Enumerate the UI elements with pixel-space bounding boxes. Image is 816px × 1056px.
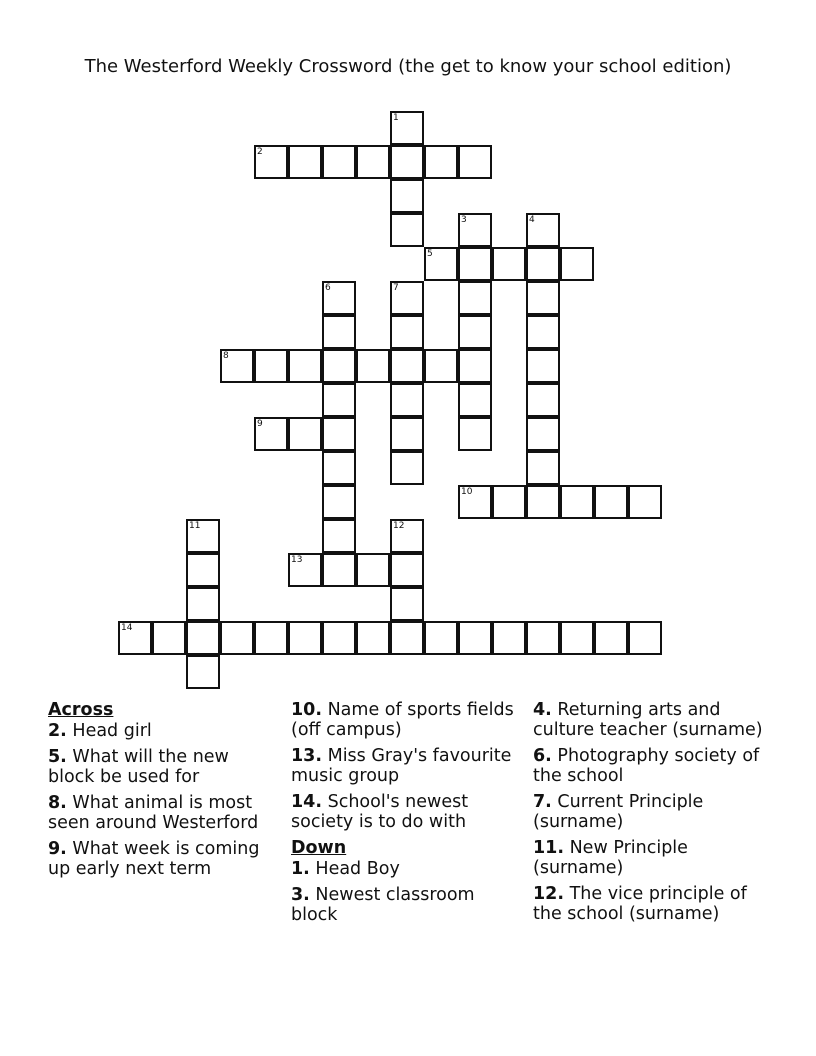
cell-number: 12: [393, 521, 405, 531]
clue-text: New Principle (surname): [533, 838, 688, 878]
grid-cell[interactable]: [594, 621, 628, 655]
cell-number: 13: [291, 555, 303, 565]
grid-cell[interactable]: [526, 315, 560, 349]
clue-item: [291, 859, 516, 879]
grid-cell[interactable]: [390, 587, 424, 621]
grid-cell[interactable]: [390, 349, 424, 383]
clue-item: [533, 700, 773, 740]
grid-cell[interactable]: [322, 383, 356, 417]
clue-column-2: [291, 700, 516, 931]
grid-cell[interactable]: [458, 213, 492, 247]
grid-cell[interactable]: [560, 247, 594, 281]
grid-cell[interactable]: [322, 315, 356, 349]
grid-cell[interactable]: [356, 145, 390, 179]
cell-number: 2: [257, 147, 263, 157]
clue-item: [291, 792, 516, 832]
grid-cell[interactable]: [288, 621, 322, 655]
grid-cell[interactable]: [254, 417, 288, 451]
cell-number: 14: [121, 623, 133, 633]
grid-cell[interactable]: [186, 621, 220, 655]
grid-cell[interactable]: [186, 553, 220, 587]
grid-cell[interactable]: [390, 621, 424, 655]
grid-cell[interactable]: [288, 145, 322, 179]
grid-cell[interactable]: [288, 553, 322, 587]
clue-text: What animal is most seen around Westerford: [48, 793, 259, 833]
clue-item: [48, 721, 273, 741]
grid-cell[interactable]: [526, 417, 560, 451]
grid-cell[interactable]: [594, 485, 628, 519]
cell-number: 4: [529, 215, 535, 225]
grid-cell[interactable]: [390, 179, 424, 213]
grid-cell[interactable]: [424, 621, 458, 655]
grid-cell[interactable]: [628, 485, 662, 519]
clue-text: School's newest society is to do with: [291, 792, 469, 832]
grid-cell[interactable]: [458, 417, 492, 451]
clue-text: Name of sports fields (off campus): [291, 700, 514, 740]
clue-item: [291, 700, 516, 740]
grid-cell[interactable]: [118, 621, 152, 655]
clue-text: Head Boy: [315, 859, 400, 879]
grid-cell[interactable]: [458, 485, 492, 519]
grid-cell[interactable]: [526, 383, 560, 417]
clue-text: Photography society of the school: [533, 746, 760, 786]
grid-cell[interactable]: [424, 145, 458, 179]
clue-number: 10.: [291, 700, 323, 720]
clue-number: 9.: [48, 839, 67, 859]
grid-cell[interactable]: [322, 621, 356, 655]
grid-cell[interactable]: [390, 281, 424, 315]
grid-cell[interactable]: [254, 349, 288, 383]
clues-section: [0, 700, 816, 1000]
grid-cell[interactable]: [458, 145, 492, 179]
cell-number: 1: [393, 113, 399, 123]
grid-cell[interactable]: [322, 145, 356, 179]
cell-number: 5: [427, 249, 433, 259]
grid-cell[interactable]: [186, 587, 220, 621]
grid-cell[interactable]: [390, 383, 424, 417]
grid-cell[interactable]: [526, 621, 560, 655]
grid-cell[interactable]: [526, 451, 560, 485]
grid-cell[interactable]: [390, 553, 424, 587]
clue-item: [48, 793, 273, 833]
grid-cell[interactable]: [492, 247, 526, 281]
grid-cell[interactable]: [424, 247, 458, 281]
grid-cell[interactable]: [390, 315, 424, 349]
grid-cell[interactable]: [492, 485, 526, 519]
grid-cell[interactable]: [390, 111, 424, 145]
cell-number: 10: [461, 487, 473, 497]
grid-cell[interactable]: [390, 213, 424, 247]
grid-cell[interactable]: [458, 621, 492, 655]
grid-cell[interactable]: [492, 621, 526, 655]
cell-number: 9: [257, 419, 263, 429]
grid-cell[interactable]: [254, 145, 288, 179]
clue-number: 2.: [48, 721, 67, 741]
grid-cell[interactable]: [390, 417, 424, 451]
clue-number: 1.: [291, 859, 310, 879]
down-header: Down: [291, 838, 347, 858]
page-title: The Westerford Weekly Crossword (the get to know your school edition): [84, 56, 732, 77]
clue-number: 14.: [291, 792, 323, 812]
grid-cell[interactable]: [152, 621, 186, 655]
grid-cell[interactable]: [322, 519, 356, 553]
grid-cell[interactable]: [322, 417, 356, 451]
clue-number: 11.: [533, 838, 565, 858]
grid-cell[interactable]: [254, 621, 288, 655]
grid-cell[interactable]: [220, 349, 254, 383]
grid-cell[interactable]: [288, 349, 322, 383]
clue-item: [533, 838, 773, 878]
grid-cell[interactable]: [322, 281, 356, 315]
grid-cell[interactable]: [560, 485, 594, 519]
clue-column-3: [533, 700, 773, 930]
grid-cell[interactable]: [322, 349, 356, 383]
across-header: Across: [48, 700, 114, 720]
grid-cell[interactable]: [322, 451, 356, 485]
clue-item: [533, 746, 773, 786]
grid-cell[interactable]: [458, 383, 492, 417]
clue-text: Newest classroom block: [291, 885, 475, 925]
clue-number: 3.: [291, 885, 310, 905]
clue-item: [291, 885, 516, 925]
clue-number: 7.: [533, 792, 552, 812]
grid-cell[interactable]: [458, 247, 492, 281]
clue-number: 13.: [291, 746, 323, 766]
clue-text: The vice principle of the school (surname): [533, 884, 747, 924]
grid-cell[interactable]: [526, 485, 560, 519]
clue-text: Head girl: [72, 721, 152, 741]
cell-number: 7: [393, 283, 399, 293]
clue-item: [291, 746, 516, 786]
clue-number: 5.: [48, 747, 67, 767]
grid-cell[interactable]: [186, 519, 220, 553]
clue-text: What will the new block be used for: [48, 747, 229, 787]
grid-cell[interactable]: [458, 349, 492, 383]
grid-cell[interactable]: [356, 349, 390, 383]
grid-cell[interactable]: [186, 655, 220, 689]
grid-cell[interactable]: [220, 621, 254, 655]
cell-number: 3: [461, 215, 467, 225]
grid-cell[interactable]: [288, 417, 322, 451]
grid-cell[interactable]: [458, 281, 492, 315]
grid-cell[interactable]: [628, 621, 662, 655]
grid-cell[interactable]: [560, 621, 594, 655]
grid-cell[interactable]: [390, 451, 424, 485]
grid-cell[interactable]: [356, 553, 390, 587]
clue-number: 6.: [533, 746, 552, 766]
grid-cell[interactable]: [390, 145, 424, 179]
grid-cell[interactable]: [356, 621, 390, 655]
grid-cell[interactable]: [526, 281, 560, 315]
clue-text: Miss Gray's favourite music group: [291, 746, 512, 786]
cell-number: 6: [325, 283, 331, 293]
clue-item: [48, 839, 273, 879]
clue-item: [533, 884, 773, 924]
clue-column-1: [48, 700, 273, 885]
clue-item: [533, 792, 773, 832]
clue-text: What week is coming up early next term: [48, 839, 260, 879]
clue-text: Current Principle (surname): [533, 792, 704, 832]
grid-cell[interactable]: [526, 349, 560, 383]
grid-cell[interactable]: [526, 247, 560, 281]
clue-number: 8.: [48, 793, 67, 813]
grid-cell[interactable]: [322, 553, 356, 587]
cell-number: 8: [223, 351, 229, 361]
grid-cell[interactable]: [458, 315, 492, 349]
clue-item: [48, 747, 273, 787]
clue-number: 4.: [533, 700, 552, 720]
grid-cell[interactable]: [424, 349, 458, 383]
grid-cell[interactable]: [322, 485, 356, 519]
clue-text: Returning arts and culture teacher (surname): [533, 700, 763, 740]
grid-cell[interactable]: [526, 213, 560, 247]
grid-cell[interactable]: [390, 519, 424, 553]
clue-number: 12.: [533, 884, 565, 904]
cell-number: 11: [189, 521, 201, 531]
